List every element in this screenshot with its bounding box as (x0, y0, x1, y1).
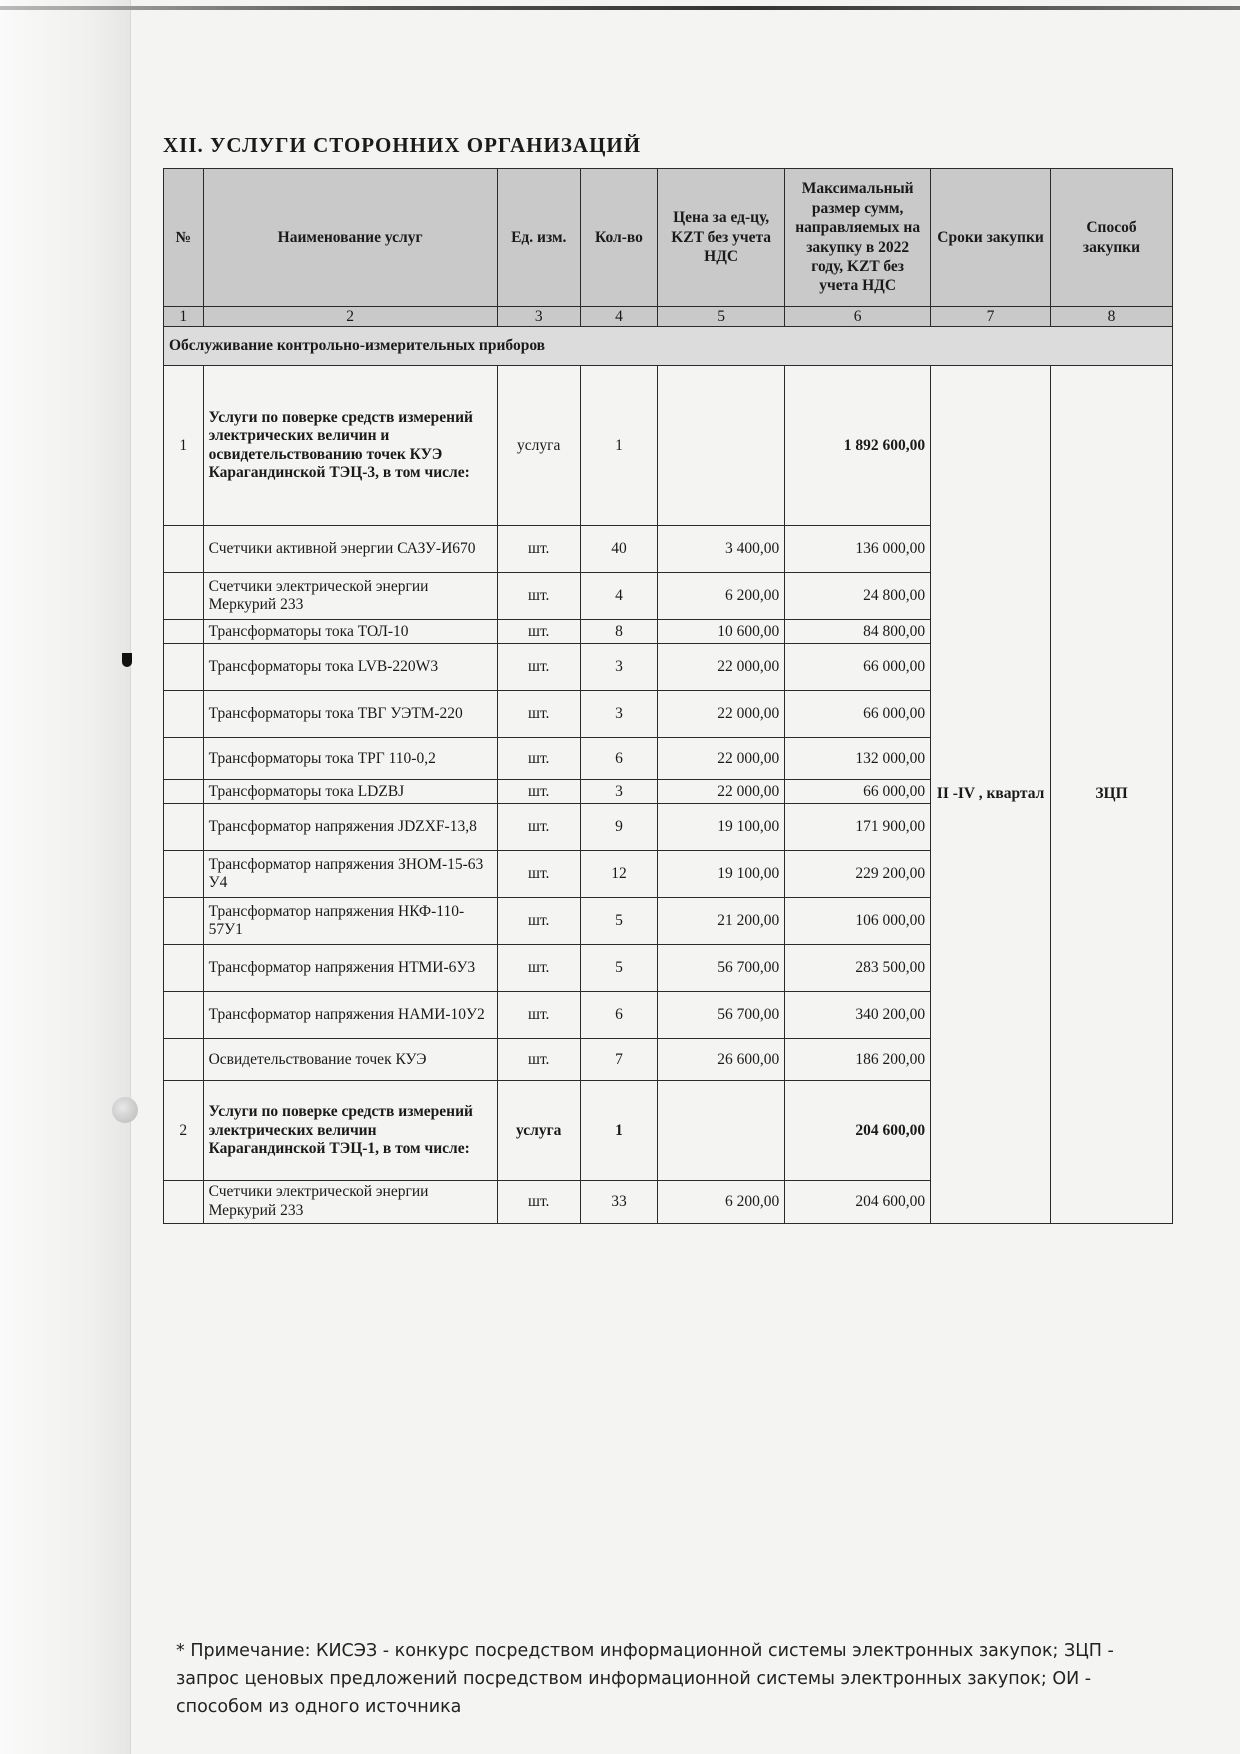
row-amount: 171 900,00 (785, 804, 931, 851)
binder-fold (0, 0, 131, 1754)
row-no (164, 1039, 204, 1081)
header-schedule: Сроки закупки (931, 169, 1051, 307)
row-unit: услуга (497, 1081, 580, 1181)
row-qty: 3 (580, 644, 657, 691)
row-qty: 12 (580, 851, 657, 898)
row-name: Трансформатор напряжения JDZXF-13,8 (203, 804, 497, 851)
row-amount: 66 000,00 (785, 780, 931, 804)
row-price (658, 1081, 785, 1181)
row-name: Трансформаторы тока ТОЛ-10 (203, 620, 497, 644)
row-unit: шт. (497, 992, 580, 1039)
row-qty: 4 (580, 573, 657, 620)
row-amount: 204 600,00 (785, 1081, 931, 1181)
row-amount: 106 000,00 (785, 898, 931, 945)
row-price: 22 000,00 (658, 738, 785, 780)
row-name: Трансформаторы тока LVB-220W3 (203, 644, 497, 691)
row-unit: шт. (497, 620, 580, 644)
row-price: 22 000,00 (658, 780, 785, 804)
column-number: 5 (658, 307, 785, 327)
row-unit: шт. (497, 738, 580, 780)
row-no (164, 780, 204, 804)
row-no (164, 1181, 204, 1223)
row-unit: шт. (497, 644, 580, 691)
row-qty: 8 (580, 620, 657, 644)
purchase-method: ЗЦП (1050, 366, 1172, 1223)
row-price: 56 700,00 (658, 992, 785, 1039)
row-amount: 66 000,00 (785, 644, 931, 691)
row-price: 26 600,00 (658, 1039, 785, 1081)
row-unit: шт. (497, 804, 580, 851)
row-no (164, 620, 204, 644)
row-price: 22 000,00 (658, 644, 785, 691)
row-no (164, 851, 204, 898)
row-price: 21 200,00 (658, 898, 785, 945)
row-qty: 1 (580, 366, 657, 526)
row-amount: 84 800,00 (785, 620, 931, 644)
row-no (164, 573, 204, 620)
row-amount: 132 000,00 (785, 738, 931, 780)
column-number: 8 (1050, 307, 1172, 327)
row-qty: 6 (580, 992, 657, 1039)
header-qty: Кол-во (580, 169, 657, 307)
row-price: 10 600,00 (658, 620, 785, 644)
header-method: Способ закупки (1050, 169, 1172, 307)
column-number: 2 (203, 307, 497, 327)
row-no: 1 (164, 366, 204, 526)
header-name: Наименование услуг (203, 169, 497, 307)
row-amount: 66 000,00 (785, 691, 931, 738)
column-number: 4 (580, 307, 657, 327)
group-title: Обслуживание контрольно-измерительных приборов (164, 327, 1173, 366)
row-unit: шт. (497, 526, 580, 573)
column-number: 6 (785, 307, 931, 327)
row-no (164, 644, 204, 691)
row-qty: 7 (580, 1039, 657, 1081)
row-name: Счетчики электрической энергии Меркурий 233 (203, 573, 497, 620)
section-title: XII. УСЛУГИ СТОРОННИХ ОРГАНИЗАЦИЙ (163, 133, 642, 157)
row-name: Счетчики активной энергии САЗУ-И670 (203, 526, 497, 573)
punch-mark (122, 653, 132, 667)
row-no (164, 898, 204, 945)
row-name: Трансформаторы тока ТРГ 110-0,2 (203, 738, 497, 780)
row-qty: 3 (580, 691, 657, 738)
row-unit: шт. (497, 851, 580, 898)
header-max-amount: Максимальный размер сумм, направляемых на закупку в 2022 году, KZT без учета НДС (785, 169, 931, 307)
row-name: Трансформатор напряжения НКФ-110-57У1 (203, 898, 497, 945)
row-amount: 340 200,00 (785, 992, 931, 1039)
row-name: Трансформатор напряжения НТМИ-6У3 (203, 945, 497, 992)
punch-hole (112, 1097, 138, 1123)
row-no (164, 992, 204, 1039)
row-no (164, 804, 204, 851)
row-name: Трансформатор напряжения ЗНОМ-15-63 У4 (203, 851, 497, 898)
row-amount: 136 000,00 (785, 526, 931, 573)
row-qty: 6 (580, 738, 657, 780)
row-qty: 9 (580, 804, 657, 851)
row-unit: шт. (497, 1181, 580, 1223)
row-price: 6 200,00 (658, 573, 785, 620)
row-unit: шт. (497, 1039, 580, 1081)
row-price: 6 200,00 (658, 1181, 785, 1223)
column-number: 1 (164, 307, 204, 327)
row-name: Освидетельствование точек КУЭ (203, 1039, 497, 1081)
header-unit: Ед. изм. (497, 169, 580, 307)
column-number: 7 (931, 307, 1051, 327)
row-name: Трансформаторы тока ТВГ УЭТМ-220 (203, 691, 497, 738)
row-qty: 3 (580, 780, 657, 804)
row-price: 19 100,00 (658, 851, 785, 898)
row-unit: услуга (497, 366, 580, 526)
row-name: Услуги по поверке средств измерений электрических величин и освидетельствованию точек КУЭ Карагандинской ТЭЦ-3, в том числе: (203, 366, 497, 526)
row-amount: 229 200,00 (785, 851, 931, 898)
row-qty: 33 (580, 1181, 657, 1223)
row-no (164, 526, 204, 573)
row-amount: 186 200,00 (785, 1039, 931, 1081)
row-name: Трансформатор напряжения НАМИ-10У2 (203, 992, 497, 1039)
footnote: * Примечание: КИСЭЗ - конкурс посредством информационной системы электронных закупок; ЗЦП - запрос ценовых предложений посредством информационной системы электронных закупок; ОИ - способом из одного источника (176, 1641, 1114, 1717)
row-unit: шт. (497, 898, 580, 945)
row-price: 56 700,00 (658, 945, 785, 992)
row-unit: шт. (497, 945, 580, 992)
header-row (164, 169, 1173, 307)
row-no: 2 (164, 1081, 204, 1181)
row-name: Услуги по поверке средств измерений электрических величин Карагандинской ТЭЦ-1, в том числе: (203, 1081, 497, 1181)
row-amount: 283 500,00 (785, 945, 931, 992)
row-unit: шт. (497, 691, 580, 738)
row-price: 19 100,00 (658, 804, 785, 851)
row-price (658, 366, 785, 526)
row-amount: 204 600,00 (785, 1181, 931, 1223)
row-price: 3 400,00 (658, 526, 785, 573)
row-price: 22 000,00 (658, 691, 785, 738)
scan-top-edge (0, 6, 1240, 10)
row-no (164, 945, 204, 992)
row-amount: 1 892 600,00 (785, 366, 931, 526)
row-qty: 40 (580, 526, 657, 573)
header-price: Цена за ед-цу, KZT без учета НДС (658, 169, 785, 307)
row-amount: 24 800,00 (785, 573, 931, 620)
column-number: 3 (497, 307, 580, 327)
row-name: Счетчики электрической энергии Меркурий 233 (203, 1181, 497, 1223)
row-no (164, 691, 204, 738)
row-name: Трансформаторы тока LDZBJ (203, 780, 497, 804)
header-no: № (164, 169, 204, 307)
row-no (164, 738, 204, 780)
column-number-row (164, 307, 1173, 327)
group-row (164, 327, 1173, 366)
row-unit: шт. (497, 573, 580, 620)
services-table (163, 168, 1173, 1224)
purchase-schedule: II -IV , квартал (931, 366, 1051, 1223)
row-unit: шт. (497, 780, 580, 804)
row-qty: 5 (580, 898, 657, 945)
row-qty: 5 (580, 945, 657, 992)
table-row (164, 366, 1173, 526)
row-qty: 1 (580, 1081, 657, 1181)
